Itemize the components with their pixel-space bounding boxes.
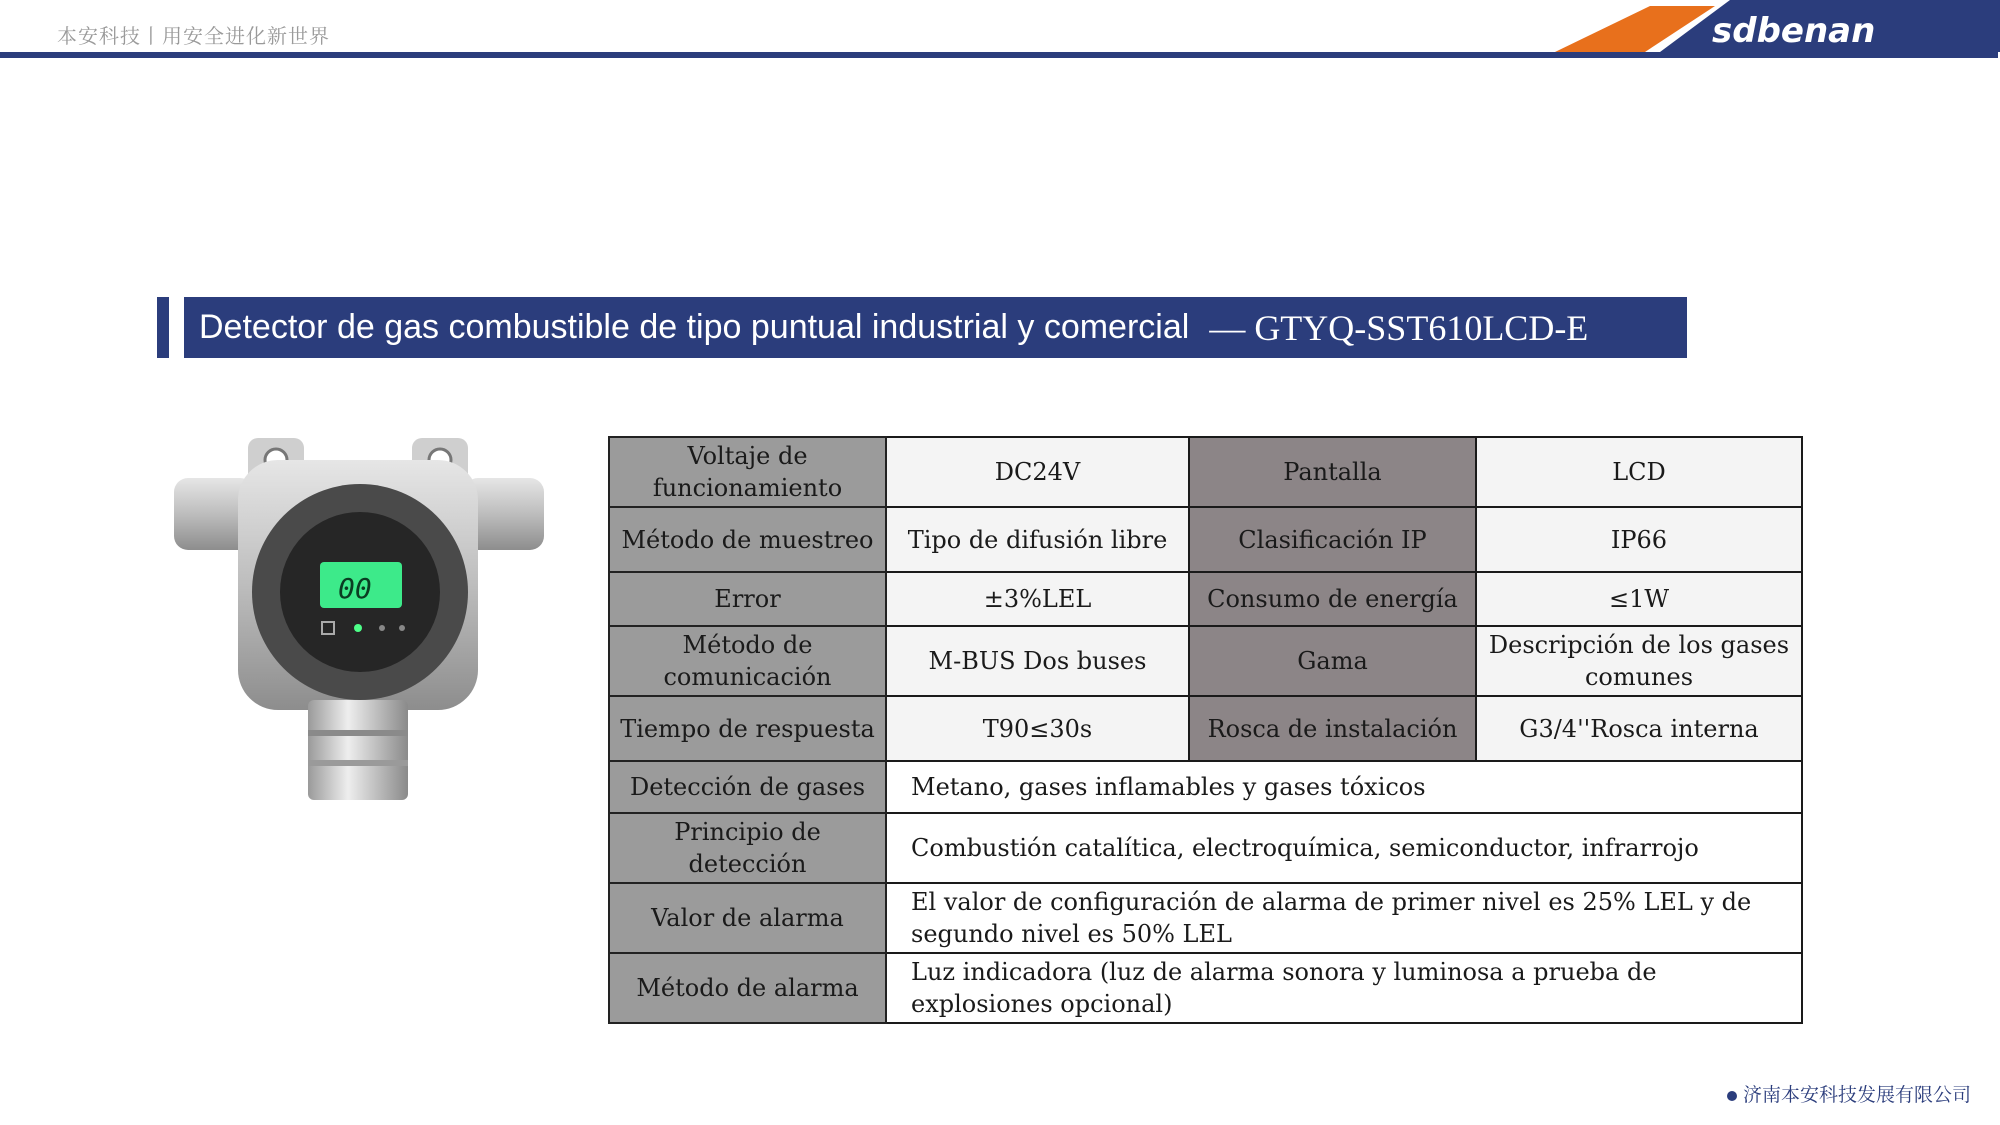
spec-label: Tiempo de respuesta — [609, 696, 886, 761]
bullet-dot-icon — [1727, 1091, 1737, 1101]
title-accent-bar — [157, 297, 169, 358]
logo-text: sdbenan — [1712, 11, 1876, 51]
table-row — [609, 696, 1802, 761]
header-tagline: 本安科技丨用安全进化新世界 — [57, 24, 330, 48]
spec-value: T90≤30s — [886, 696, 1189, 761]
spec-label: Clasificación IP — [1189, 507, 1476, 572]
page-title: Detector de gas combustible de tipo puntual industrial y comercial — [199, 308, 1190, 346]
lcd-reading: 00 — [338, 572, 372, 605]
title-banner — [184, 297, 1687, 358]
spec-value: M-BUS Dos buses — [886, 626, 1189, 696]
spec-label: Detección de gases — [609, 761, 886, 813]
table-row — [609, 626, 1802, 696]
spec-table — [608, 436, 1803, 1024]
spec-label: Valor de alarma — [609, 883, 886, 953]
footer-company-name: 济南本安科技发展有限公司 — [1743, 1084, 1972, 1106]
table-row — [609, 883, 1802, 953]
spec-label: Gama — [1189, 626, 1476, 696]
spec-label: Rosca de instalación — [1189, 696, 1476, 761]
spec-label: Voltaje de funcionamiento — [609, 437, 886, 507]
spec-value: Luz indicadora (luz de alarma sonora y luminosa a prueba de explosiones opcional) — [886, 953, 1802, 1023]
table-row — [609, 813, 1802, 883]
table-row — [609, 572, 1802, 626]
spec-value: Tipo de difusión libre — [886, 507, 1189, 572]
spec-value: Descripción de los gases comunes — [1476, 626, 1802, 696]
sdbenan-logo — [1555, 0, 2000, 58]
table-row — [609, 953, 1802, 1023]
spec-label: Pantalla — [1189, 437, 1476, 507]
spec-value: Metano, gases inflamables y gases tóxicos — [886, 761, 1802, 813]
spec-value: DC24V — [886, 437, 1189, 507]
spec-value: ≤1W — [1476, 572, 1802, 626]
spec-value: Combustión catalítica, electroquímica, semiconductor, infrarrojo — [886, 813, 1802, 883]
spec-value: ±3%LEL — [886, 572, 1189, 626]
table-row — [609, 507, 1802, 572]
spec-value: IP66 — [1476, 507, 1802, 572]
footer-company — [1727, 1080, 1971, 1107]
spec-label: Método de muestreo — [609, 507, 886, 572]
spec-label: Método de comunicación — [609, 626, 886, 696]
spec-label: Método de alarma — [609, 953, 886, 1023]
spec-label: Principio de detección — [609, 813, 886, 883]
model-number: — GTYQ-SST610LCD-E — [1209, 307, 1589, 348]
spec-label: Error — [609, 572, 886, 626]
spec-label: Consumo de energía — [1189, 572, 1476, 626]
table-row — [609, 437, 1802, 507]
spec-value: G3/4''Rosca interna — [1476, 696, 1802, 761]
table-row — [609, 761, 1802, 813]
spec-value: LCD — [1476, 437, 1802, 507]
gas-detector-device-image — [168, 430, 550, 810]
spec-value: El valor de configuración de alarma de primer nivel es 25% LEL y de segundo nivel es 50% LEL — [886, 883, 1802, 953]
